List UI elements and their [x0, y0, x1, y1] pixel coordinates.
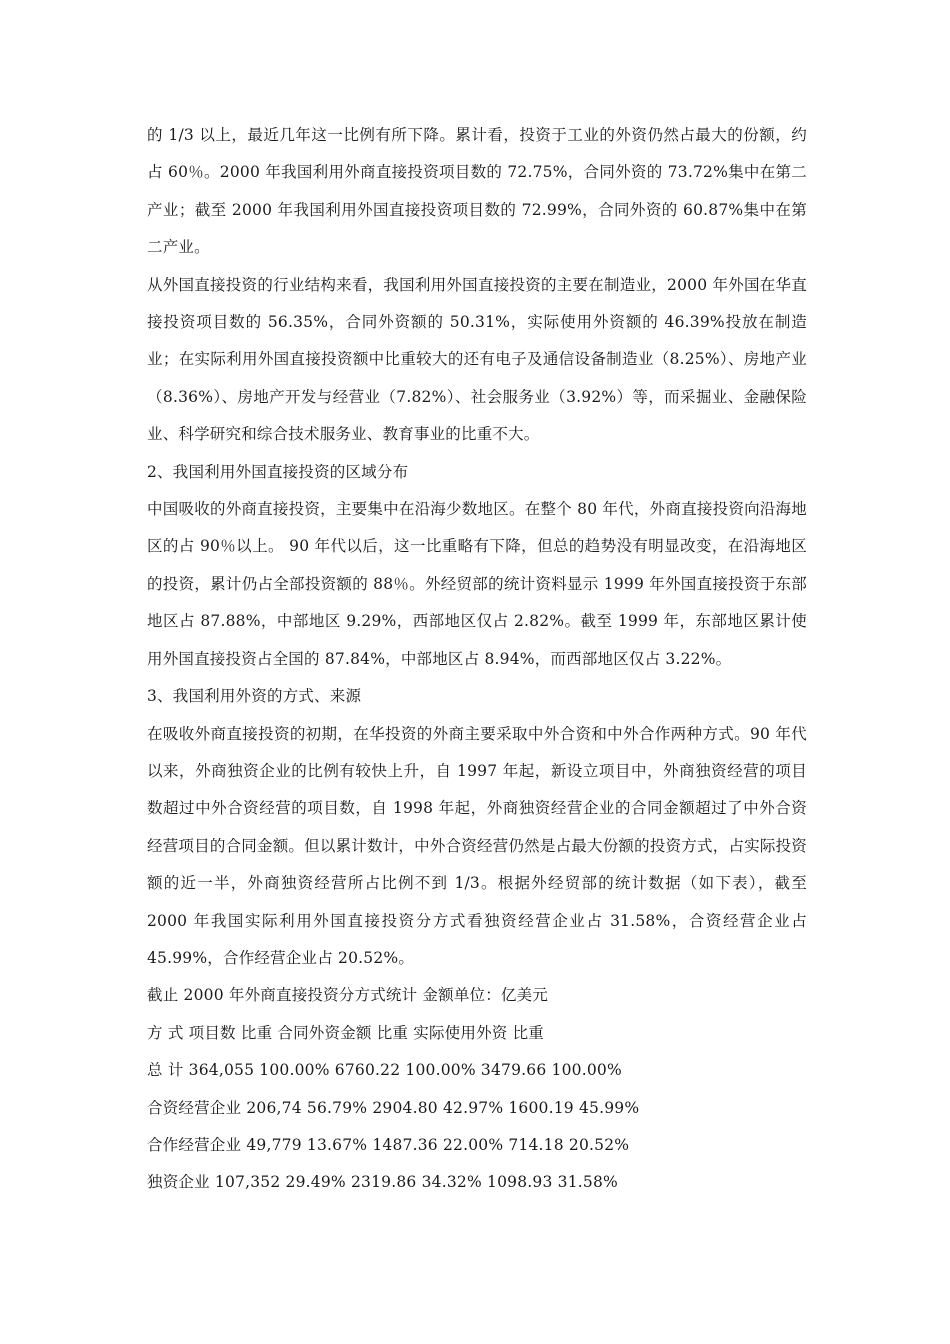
section-heading-methods: 3、我国利用外资的方式、来源 — [147, 687, 362, 706]
table-header: 方 式 项目数 比重 合同外资金额 比重 实际使用外资 比重 — [147, 1023, 544, 1042]
document-body — [147, 117, 807, 1202]
table-row: 独资企业 107,352 29.49% 2319.86 34.32% 1098.93 31.58% — [147, 1173, 618, 1192]
section-heading-regional: 2、我国利用外国直接投资的区域分布 — [147, 462, 409, 481]
table-row: 合资经营企业 206,74 56.79% 2904.80 42.97% 1600.19 45.99% — [147, 1098, 640, 1117]
paragraph-industry-structure: 从外国直接投资的行业结构来看，我国利用外国直接投资的主要在制造业，2000 年外国在华直接投资项目数的 56.35%，合同外资额的 50.31%，实际使用外资额的 46.39%投放在制造业；在实际利用外国直接投资额中比重较大的还有电子及通信设备制造业（8.25%）、房地产业（8.36%）、房地产开发与经营业（7.82%）、社会服务业（3.92%）等，而采掘业、金融保险业、科学研究和综合技术服务业、教育事业的比重不大。 — [147, 275, 807, 444]
paragraph-industry-share: 的 1/3 以上，最近几年这一比例有所下降。累计看，投资于工业的外资仍然占最大的份额，约占 60％。2000 年我国利用外商直接投资项目数的 72.75%，合同外资的 73.72%集中在第二产业；截至 2000 年我国利用外国直接投资项目数的 72.99%，合同外资的 60.87%集中在第二产业。 — [147, 126, 807, 257]
paragraph-regional-distribution: 中国吸收的外商直接投资，主要集中在沿海少数地区。在整个 80 年代，外商直接投资向沿海地区的占 90％以上。 90 年代以后，这一比重略有下降，但总的趋势没有明显改变，在沿海地区的投资，累计仍占全部投资额的 88％。外经贸部的统计资料显示 1999 年外国直接投资于东部地区占 87.88%，中部地区 9.29%，西部地区仅占 2.82%。截至 1999 年，东部地区累计使用外国直接投资占全国的 87.84%，中部地区占 8.94%，而西部地区仅占 3.22%。 — [147, 500, 807, 668]
table-row: 总 计 364,055 100.00% 6760.22 100.00% 3479.66 100.00% — [147, 1061, 622, 1080]
table-row: 合作经营企业 49,779 13.67% 1487.36 22.00% 714.18 20.52% — [147, 1135, 630, 1154]
table-title: 截止 2000 年外商直接投资分方式统计 金额单位：亿美元 — [147, 986, 549, 1005]
paragraph-investment-methods: 在吸收外商直接投资的初期，在华投资的外商主要采取中外合资和中外合作两种方式。90 年代以来，外商独资企业的比例有较快上升，自 1997 年起，新设立项目中，外商独资经营的项目数超过中外合资经营的项目数，自 1998 年起，外商独资经营企业的合同金额超过了中外合资经营项目的合同金额。但以累计数计，中外合资经营仍然是占最大份额的投资方式，占实际投资额的近一半，外商独资经营所占比例不到 1/3。根据外经贸部的统计数据（如下表），截至 2000 年我国实际利用外国直接投资分方式看独资经营企业占 31.58%，合资经营企业占 45.99%，合作经营企业占 20.52%。 — [147, 724, 807, 967]
